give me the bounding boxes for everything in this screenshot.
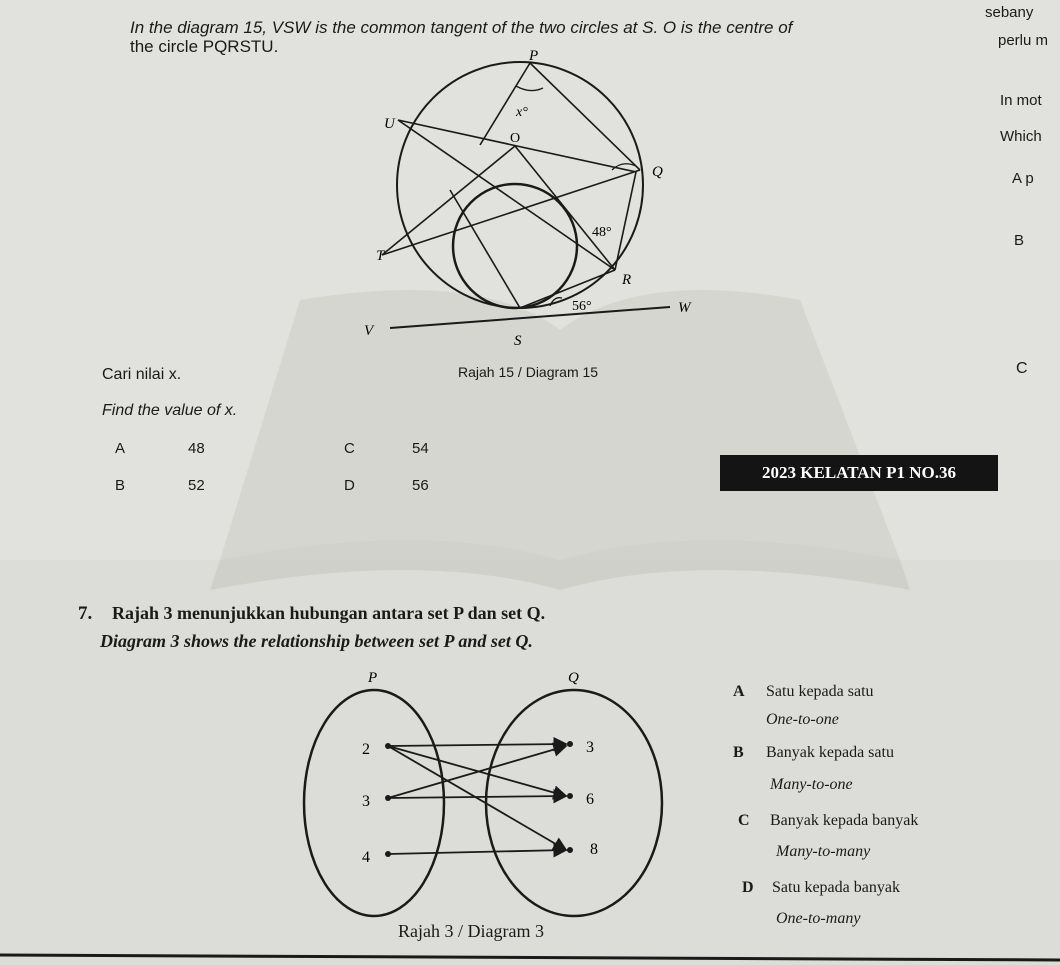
chord-rs <box>520 270 615 308</box>
chord-ur <box>398 120 615 270</box>
option-letter: C <box>738 812 750 829</box>
q-dot <box>567 793 573 799</box>
point-label: Q <box>652 164 663 180</box>
option-malay: Banyak kepada satu <box>766 744 894 761</box>
p-element: 3 <box>362 793 370 810</box>
point-label: O <box>510 131 521 146</box>
angle-label-56: 56° <box>572 299 592 314</box>
chord-to <box>382 146 515 255</box>
small-circle <box>453 184 577 308</box>
question-stem-line1: In the diagram 15, VSW is the common tangent of the two circles at S. O is the centre of <box>130 18 793 37</box>
q-element: 6 <box>586 791 594 808</box>
point-label: S <box>514 333 522 349</box>
prompt-english: Find the value of x. <box>102 402 238 419</box>
chord-pq <box>530 63 640 170</box>
option-value: 52 <box>188 477 205 494</box>
question-line-english: Diagram 3 shows the relationship between set P and set Q. <box>100 631 533 651</box>
option-letter: B <box>733 744 744 761</box>
option-english: One-to-one <box>766 711 839 728</box>
point-label: R <box>622 272 632 288</box>
option-letter: A <box>733 683 745 700</box>
option-letter: D <box>344 477 355 494</box>
mapping-arrow <box>388 850 566 854</box>
side-fragment: A p <box>1012 170 1034 187</box>
question-line-malay: Rajah 3 menunjukkan hubungan antara set P dan set Q. <box>112 603 546 623</box>
option-malay: Satu kepada satu <box>766 683 874 700</box>
angle-arc-x <box>516 86 543 91</box>
source-tag: 2023 KELATAN P1 NO.36 <box>720 455 998 491</box>
q-element: 3 <box>586 739 594 756</box>
angle-label-x: x° <box>516 105 528 120</box>
set-q-label: Q <box>568 670 579 686</box>
side-fragment: In mot <box>1000 92 1042 109</box>
q-dot <box>567 741 573 747</box>
prompt-malay: Cari nilai x. <box>102 366 182 383</box>
point-label: W <box>678 300 691 316</box>
side-fragment: Which <box>1000 128 1042 145</box>
option-value: 48 <box>188 440 205 457</box>
q-element: 8 <box>590 841 598 858</box>
set-p-ellipse <box>304 690 444 916</box>
option-letter: A <box>115 440 126 457</box>
option-letter: D <box>742 879 754 896</box>
angle-label-48: 48° <box>592 225 612 240</box>
option-english: Many-to-one <box>770 776 853 793</box>
mapping-arrow <box>388 744 566 746</box>
option-value: 56 <box>412 477 429 494</box>
p-element: 4 <box>362 849 370 866</box>
chord-tq <box>382 170 640 255</box>
question-number: 7. <box>78 603 93 624</box>
option-value: 54 <box>412 440 429 457</box>
question-stem-line2: the circle PQRSTU. <box>130 37 279 56</box>
point-label: U <box>384 116 395 132</box>
q-dot <box>567 847 573 853</box>
tangent-line <box>390 307 670 328</box>
point-label: T <box>376 248 385 264</box>
set-p-label: P <box>368 670 378 686</box>
option-malay: Banyak kepada banyak <box>770 812 919 829</box>
chord-uq <box>398 120 636 172</box>
diagram-caption: Rajah 15 / Diagram 15 <box>458 364 599 380</box>
option-english: Many-to-many <box>776 843 871 860</box>
side-fragment: C <box>1016 360 1028 377</box>
chord-pu <box>480 63 530 145</box>
side-fragment: perlu m <box>998 32 1049 49</box>
option-letter: C <box>344 440 355 457</box>
chord-s <box>450 190 520 308</box>
set-q-ellipse <box>486 690 662 916</box>
point-label: P <box>529 50 539 64</box>
diagram-3-caption: Rajah 3 / Diagram 3 <box>398 921 544 941</box>
p-element: 2 <box>362 741 370 758</box>
point-label: V <box>364 323 374 339</box>
circle-diagram-15 <box>340 50 720 350</box>
arrow-diagram-3 <box>300 658 670 926</box>
side-fragment: B <box>1014 232 1025 249</box>
chord-qr <box>615 172 636 270</box>
mapping-arrow <box>388 796 566 798</box>
option-malay: Satu kepada banyak <box>772 879 900 896</box>
option-english: One-to-many <box>776 910 861 927</box>
option-letter: B <box>115 477 126 494</box>
side-fragment: sebany <box>985 4 1034 21</box>
